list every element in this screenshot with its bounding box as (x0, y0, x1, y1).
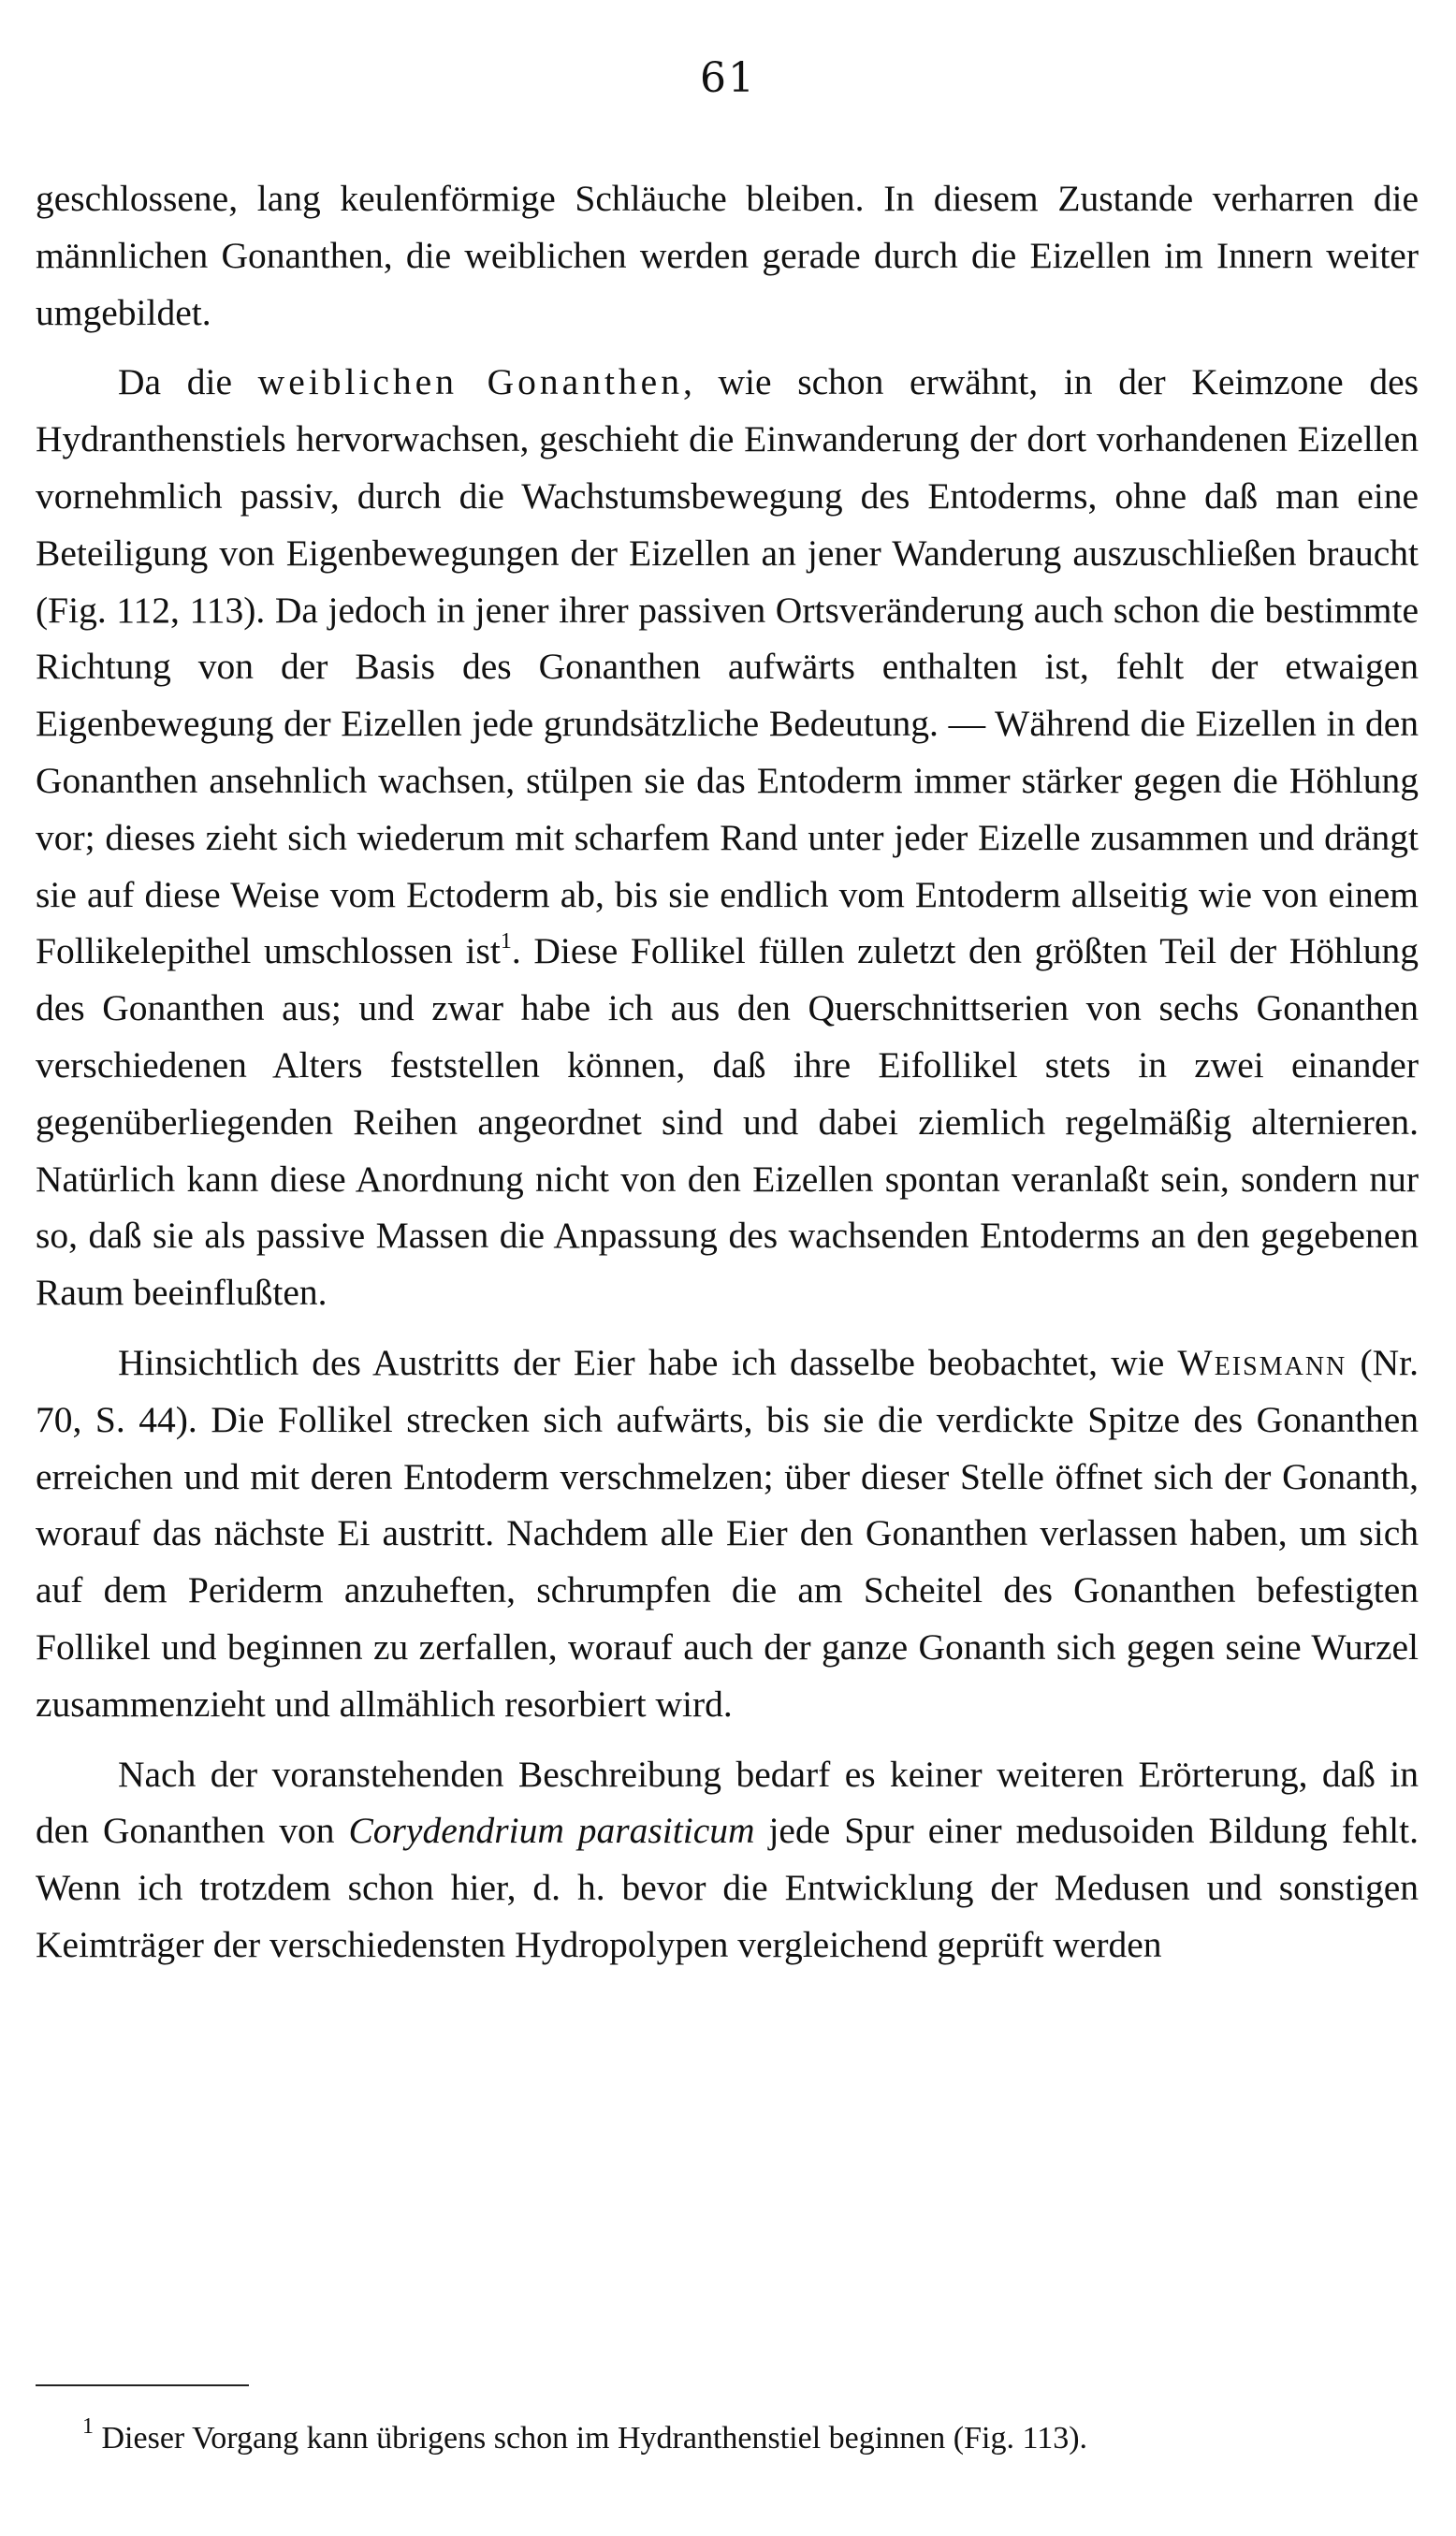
body-text (36, 170, 1419, 1974)
footnote-marker: 1 (82, 2414, 94, 2439)
text-segment: jede Spur einer medusoiden Bildung fehlt. Wenn ich trotzdem schon hier, d. h. bevor die Entwicklung der Medusen und sonstigen Keimträger der verschiedensten Hydropolypen vergleichend geprüft werden (36, 1810, 1419, 1965)
page-number: 61 (700, 54, 756, 102)
text-segment: Da die (118, 361, 258, 403)
paragraph-4 (36, 1746, 1419, 1974)
text-segment: . Diese Follikel füllen zuletzt den größten Teil der Höhlung des Gonanthen aus; und zwar habe ich aus den Querschnittserien von sechs Gonanthen verschiedenen Alters feststellen können, daß ihre Eifollikel stets in zwei einander gegenüberliegenden Reihen angeordnet sind und dabei ziemlich regelmäßig alternieren. Natürlich kann diese Anordnung nicht von den Eizellen spontan veranlaßt sein, sondern nur so, daß sie als passive Massen die Anpassung des wachsenden Entoderms an den gegebenen Raum beeinflußten. (36, 930, 1419, 1314)
species-name: Corydendrium parasiticum (348, 1810, 755, 1852)
paragraph-3 (36, 1334, 1419, 1733)
text-segment: , wie schon erwähnt, in der Keimzone des Hydranthenstiels hervorwachsen, geschieht die Einwanderung der dort vorhandenen Eizellen vornehmlich passiv, durch die Wachstumsbewegung des Entoderms, ohne daß man eine Beteiligung von Eigenbewegungen der Eizellen an jener Wanderung auszuschließen braucht (Fig. 112, 113). Da jedoch in jener ihrer passiven Ortsveränderung auch schon die bestimmte Richtung von der Basis des Gonanthen aufwärts enthalten ist, fehlt der etwaigen Eigenbewegung der Eizellen jede grundsätzliche Bedeutung. — Während die Eizellen in den Gonanthen ansehnlich wachsen, stülpen sie das Entoderm immer stärker gegen die Höhlung vor; dieses zieht sich wiederum mit scharfem Rand unter jeder Eizelle zusammen und drängt sie auf diese Weise vom Ectoderm ab, bis sie endlich vom Entoderm allseitig wie von einem Follikelepithel umschlossen ist (36, 361, 1419, 972)
footnote-text: Dieser Vorgang kann übrigens schon im Hydranthenstiel beginnen (Fig. 113). (101, 2421, 1088, 2456)
author-name: Weismann (1177, 1341, 1347, 1383)
text-segment: Nach der voranstehenden Beschreibung bedarf es keiner weiteren Erörterung, daß in den Gonanthen von (36, 1753, 1419, 1852)
text-segment: geschlossene, lang keulenförmige Schläuche bleiben. In diesem Zustande verharren die männlichen Gonanthen, die weiblichen werden gerade durch die Eizellen im Innern weiter umgebildet. (36, 178, 1419, 333)
footnote (82, 2414, 1430, 2459)
paragraph-1 (36, 170, 1419, 341)
footnote-divider (36, 2384, 249, 2386)
paragraph-2 (36, 354, 1419, 1321)
emphasized-term: weiblichen Gonanthen (257, 361, 683, 403)
text-segment: (Nr. 70, S. 44). Die Follikel strecken sich aufwärts, bis sie die verdickte Spitze des Gonanthen erreichen und mit deren Entoderm verschmelzen; über dieser Stelle öffnet sich der Gonanth, worauf das nächste Ei austritt. Nachdem alle Eier den Gonanthen verlassen haben, um sich auf dem Periderm anzuheften, schrumpfen die am Scheitel des Gonanthen befestigten Follikel und beginnen zu zerfallen, worauf auch der ganze Gonanth sich gegen seine Wurzel zusammenzieht und allmählich resorbiert wird. (36, 1341, 1419, 1725)
text-segment: Hinsichtlich des Austritts der Eier habe ich dasselbe beobachtet, wie (118, 1341, 1178, 1383)
footnote-reference[interactable]: 1 (500, 929, 512, 955)
